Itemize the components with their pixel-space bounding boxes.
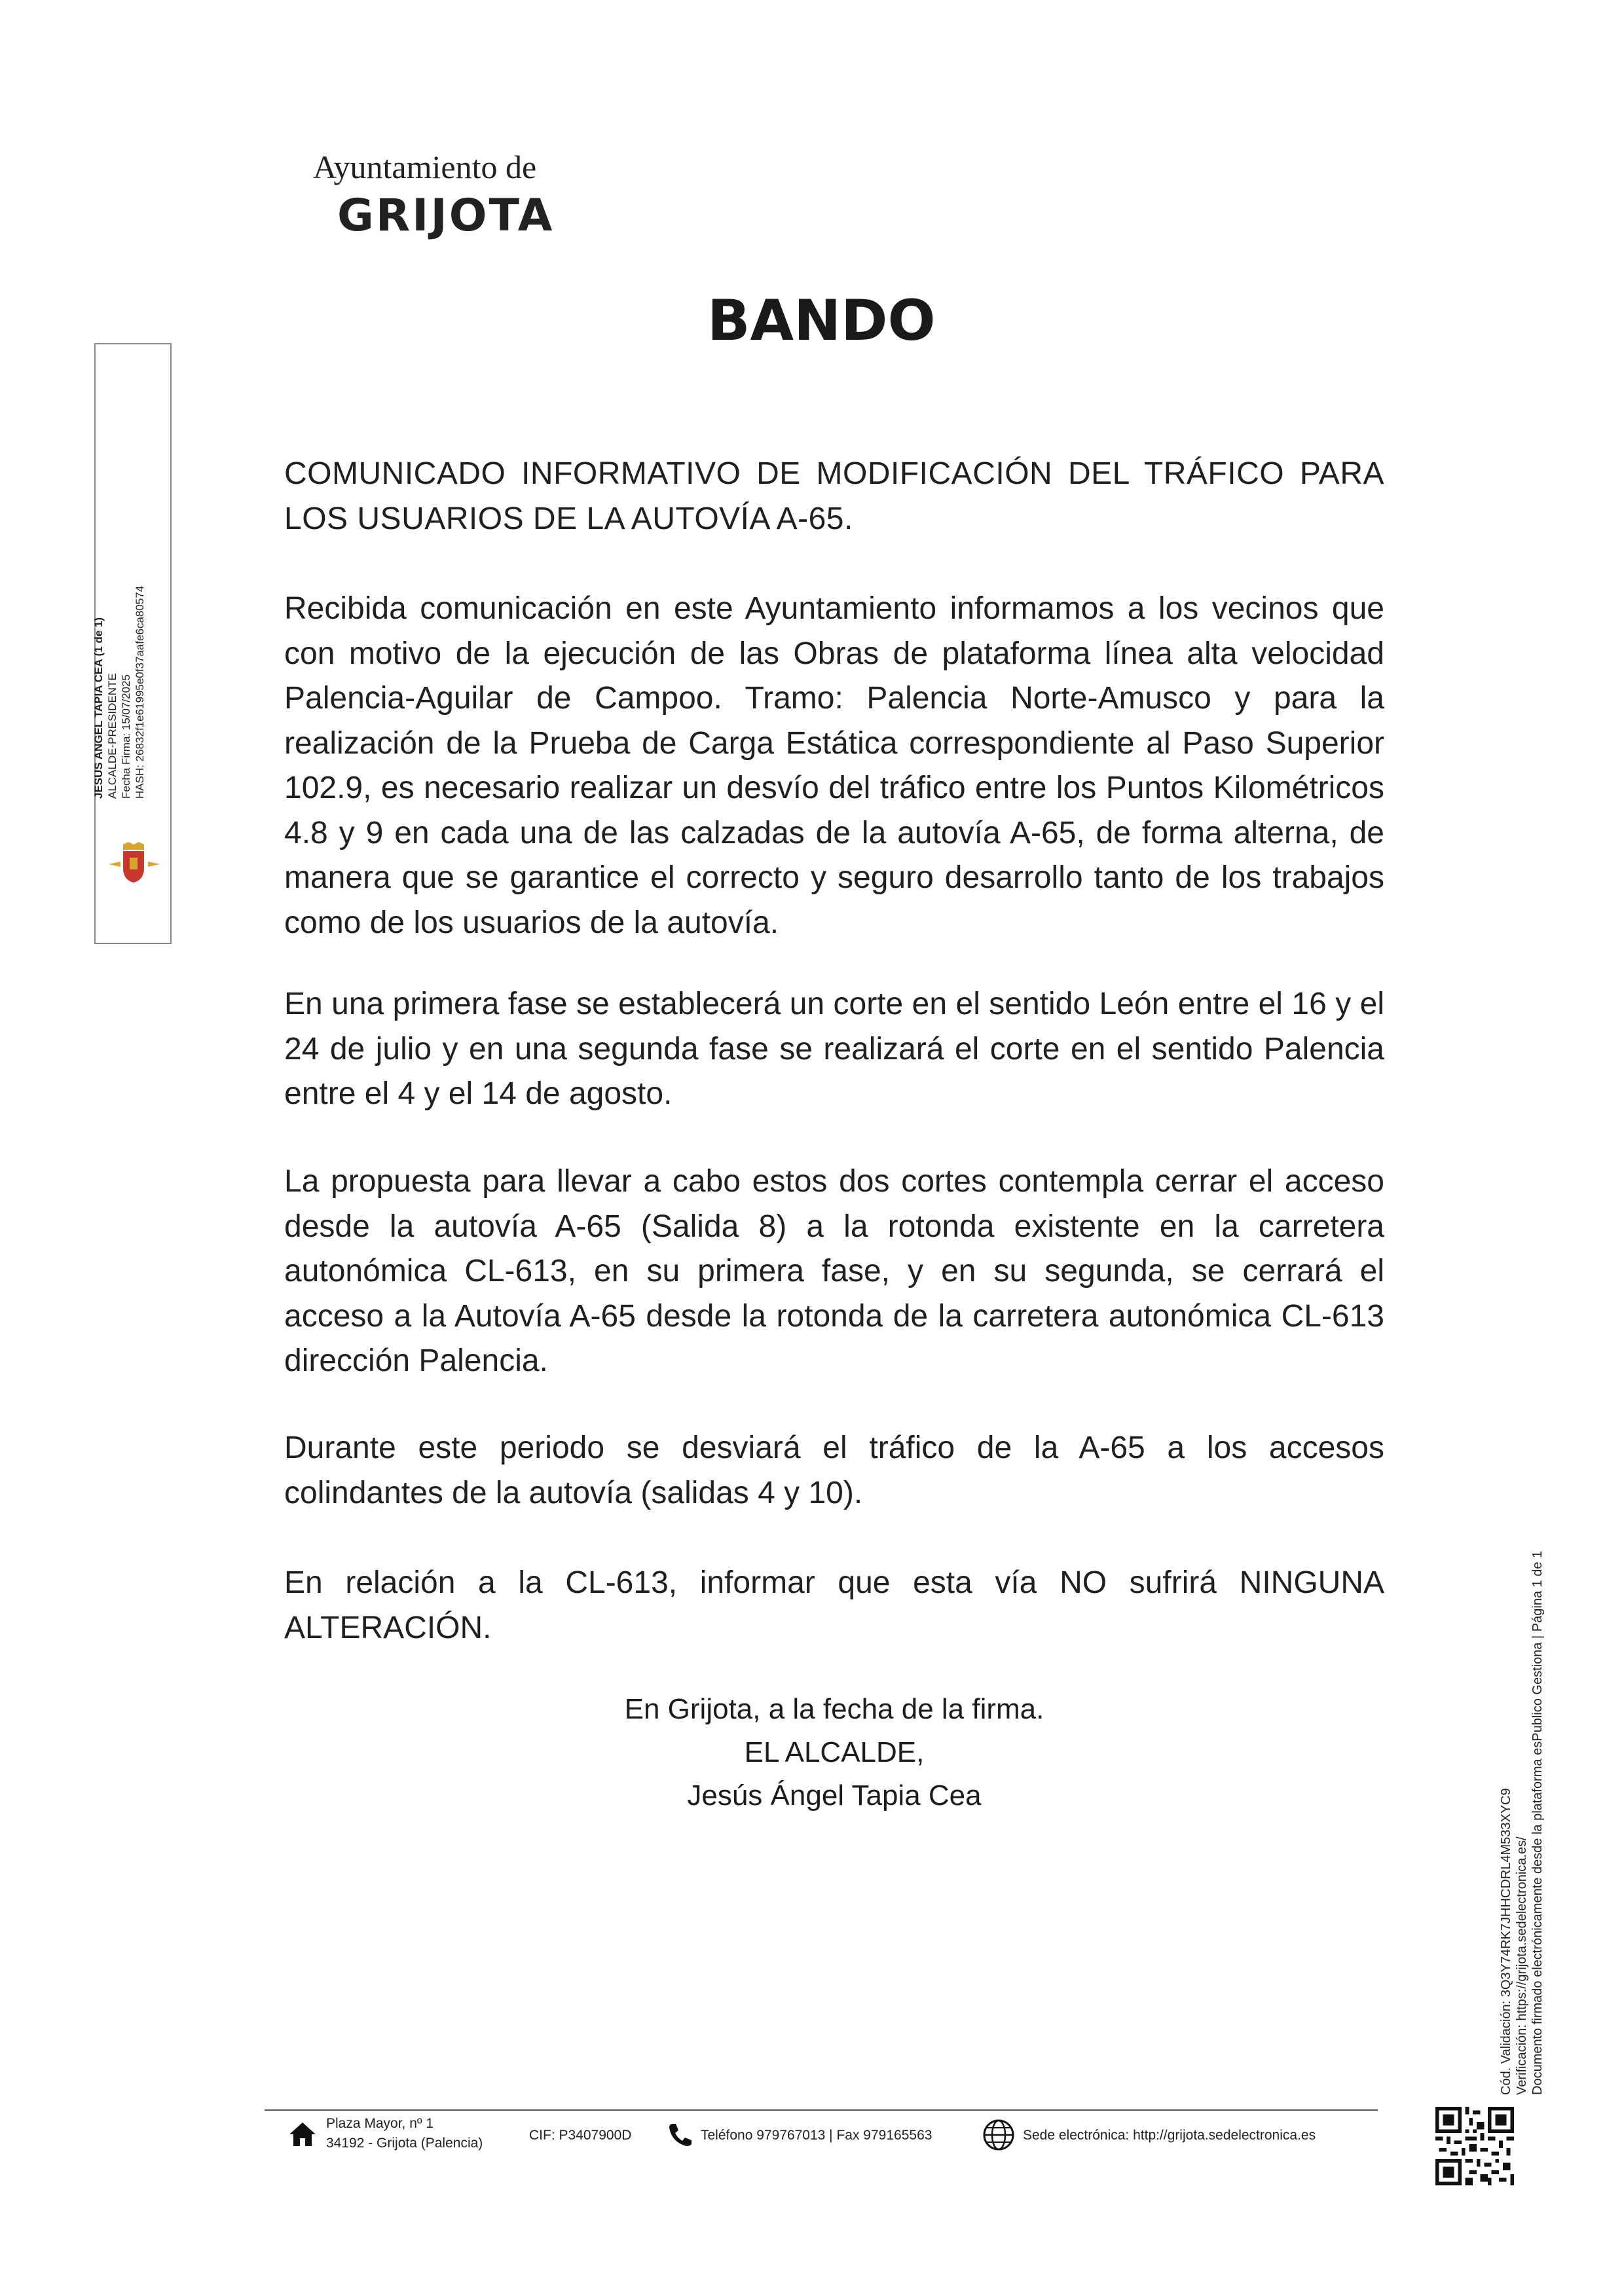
signature-note: Documento firmado electrónicamente desde la plataforma esPublico Gestiona | Página 1 de 1 xyxy=(1530,1550,1545,2095)
stamp-date: Fecha Firma: 15/07/2025 xyxy=(120,674,132,799)
footer-sede: Sede electrónica: http://grijota.sedelectronica.es xyxy=(1023,2128,1316,2143)
footer-phone: Teléfono 979767013 | Fax 979165563 xyxy=(701,2128,932,2143)
paragraph-5: En relación a la CL-613, informar que esta vía NO sufrirá NINGUNA ALTERACIÓN. xyxy=(284,1565,1384,1645)
validation-code: Cód. Validación: 3Q3Y74RK7JHHCDRL4M533XYC9 xyxy=(1499,1788,1513,2095)
org-name-line1: Ayuntamiento de xyxy=(313,149,537,185)
stamp-signer: JESUS ANGEL TAPIA CEA (1 de 1) xyxy=(92,617,105,799)
verification-strip xyxy=(1498,1551,1545,2095)
footer-address-line2: 34192 - Grijota (Palencia) xyxy=(326,2136,483,2151)
verification-url: Verificación: https://grijota.sedelectronica.es/ xyxy=(1515,1836,1529,2095)
stamp-role: ALCALDE-PRESIDENTE xyxy=(106,673,119,799)
phone-icon xyxy=(667,2121,693,2147)
signature-stamp-text xyxy=(92,586,147,799)
paragraph-2: En una primera fase se establecerá un corte en el sentido León entre el 16 y el 24 de julio y en una segunda fase se realizará el corte en el sentido Palencia entre el 4 y el 14 de agosto. xyxy=(284,987,1384,1111)
home-icon xyxy=(288,2121,317,2147)
paragraph-3: La propuesta para llevar a cabo estos dos cortes contempla cerrar el acceso desde la autovía A-65 (Salida 8) a la rotonda existente en la carretera autonómica CL-613, en su primera fase, y en su segunda, se cerrará el acceso a la Autovía A-65 desde la rotonda de la carretera autonómica CL-613 dirección Palencia. xyxy=(284,1164,1384,1378)
closing-place-date: En Grijota, a la fecha de la firma. xyxy=(624,1693,1044,1725)
footer-cif: CIF: P3407900D xyxy=(529,2128,632,2143)
stamp-hash: HASH: 26832f1e61995e0f37aafe6ca80574 xyxy=(134,585,146,799)
paragraph-4: Durante este periodo se desviará el tráfico de la A-65 a los accesos colindantes de la autovía (salidas 4 y 10). xyxy=(284,1430,1384,1510)
globe-icon xyxy=(982,2119,1015,2151)
footer-address-line1: Plaza Mayor, nº 1 xyxy=(326,2116,434,2131)
paragraph-1: Recibida comunicación en este Ayuntamiento informamos a los vecinos que con motivo de la ejecución de las Obras de plataforma línea alta velocidad Palencia-Aguilar de Campoo. Tramo: Palencia Norte-Amusco y para la realización de la Prueba de Carga Estática correspondiente al Paso Superior 102.9, es necesario realizar un desvío del tráfico entre los Puntos Kilométricos 4.8 y 9 en cada una de las calzadas de la autovía A-65, de forma alterna, de manera que se garantice el correcto y seguro desarrollo tanto de los trabajos como de los usuarios de la autovía. xyxy=(284,591,1384,940)
footer-divider xyxy=(265,2109,1378,2111)
qr-code-icon xyxy=(1435,2107,1514,2185)
org-name-line2: GRIJOTA xyxy=(337,190,555,242)
municipal-crest-icon xyxy=(105,842,164,884)
document-title: BANDO xyxy=(707,288,936,354)
paragraph-heading: COMUNICADO INFORMATIVO DE MODIFICACIÓN DEL TRÁFICO PARA LOS USUARIOS DE LA AUTOVÍA A-65. xyxy=(284,456,1384,536)
closing-role: EL ALCALDE, xyxy=(744,1736,925,1768)
closing-name: Jesús Ángel Tapia Cea xyxy=(687,1779,982,1812)
